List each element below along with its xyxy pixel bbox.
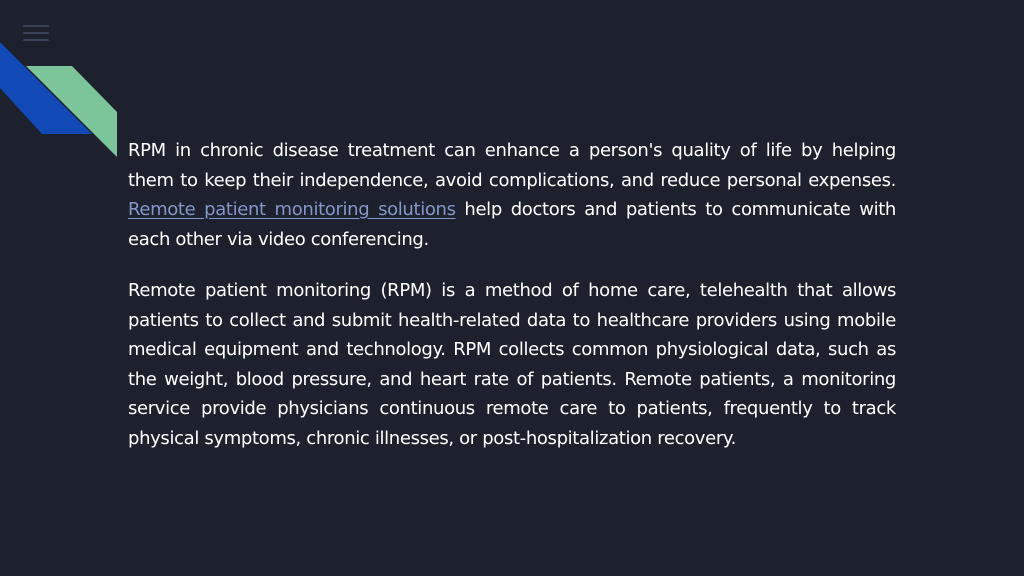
body-text [128, 136, 896, 475]
remote-patient-monitoring-link[interactable]: Remote patient monitoring solutions [128, 199, 456, 220]
paragraph-1-outro: help doctors and patients to communicate with each other via video conferencing. [128, 199, 896, 250]
corner-stripes-decoration [0, 0, 130, 170]
paragraph-1-intro: RPM in chronic disease treatment can enhance a person's quality of life by helping them to keep their independence, avoid complications, and reduce personal expenses. [128, 140, 896, 191]
paragraph-2: Remote patient monitoring (RPM) is a method of home care, telehealth that allows patients to collect and submit health-related data to healthcare providers using mobile medical equipment and technology. RPM collects common physiological data, such as the weight, blood pressure, and heart rate of patients. Remote patients, a monitoring service provide physicians continuous remote care to patients, frequently to track physical symptoms, chronic illnesses, or post-hospitalization recovery. [128, 280, 896, 449]
paragraph-1 [128, 136, 896, 254]
